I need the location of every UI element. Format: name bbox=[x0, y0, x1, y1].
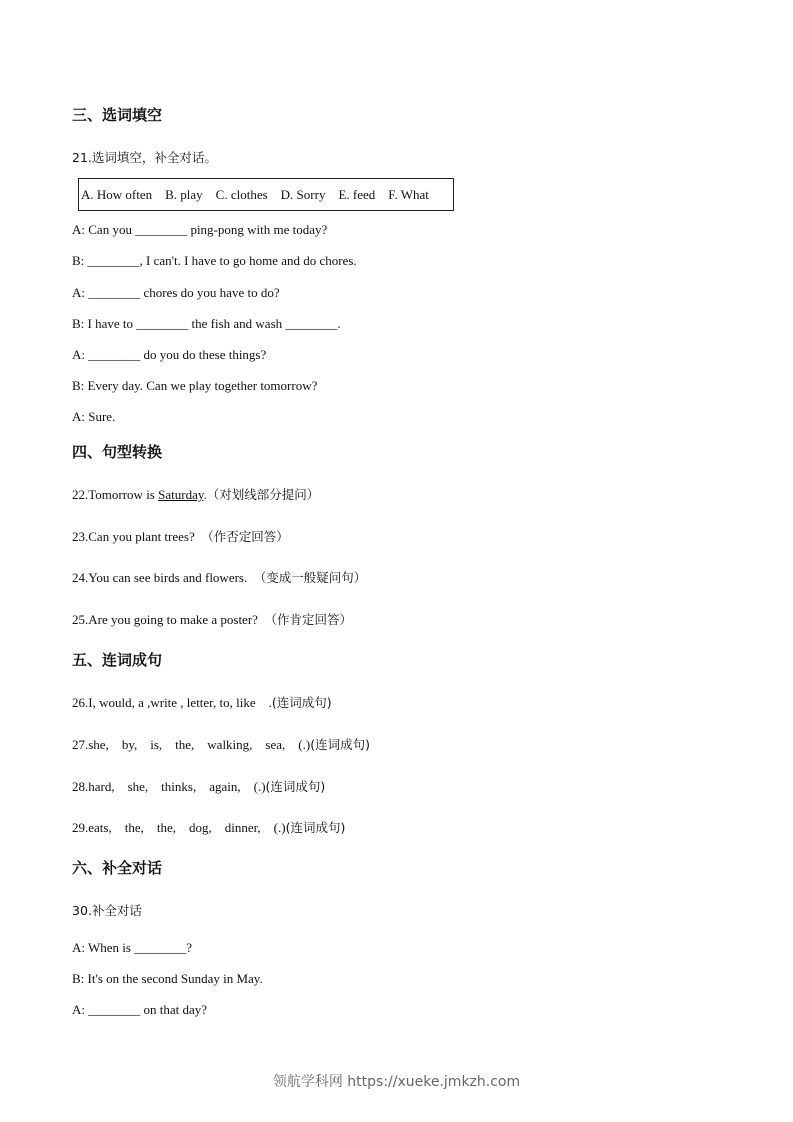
footer-watermark: 领航学科网 https://xueke.jmkzh.com bbox=[272, 1074, 521, 1090]
dialogue-line: A: ________ chores do you have to do? bbox=[72, 285, 280, 300]
dialogue-line: A: When is ________? bbox=[72, 940, 192, 955]
question-29-text: 29.eats, the, the, dog, dinner, (.) bbox=[72, 820, 286, 835]
word-bank-box: A. How often B. play C. clothes D. Sorry E. feed F. What bbox=[78, 178, 454, 211]
question-26-note: (连词成句) bbox=[271, 695, 332, 710]
question-23-text: 23.Can you plant trees? bbox=[72, 529, 202, 544]
question-22 bbox=[72, 487, 319, 503]
question-22-text: 22.Tomorrow is bbox=[72, 487, 159, 502]
question-22-underlined: Saturday bbox=[158, 487, 204, 502]
dialogue-line: A: ________ on that day? bbox=[72, 1002, 208, 1017]
section-heading-6: 六、补全对话 bbox=[72, 859, 163, 877]
question-28 bbox=[72, 779, 325, 795]
question-26-text: 26.I, would, a ,write , letter, to, like . bbox=[72, 695, 272, 710]
section-heading-5: 五、连词成句 bbox=[72, 651, 163, 669]
question-26 bbox=[72, 695, 332, 711]
question-28-text: 28.hard, she, thinks, again, (.) bbox=[72, 779, 266, 794]
question-22-period: . bbox=[203, 487, 207, 502]
question-29-note: (连词成句) bbox=[285, 820, 346, 835]
question-21-prompt: 21.选词填空，补全对话。 bbox=[72, 150, 217, 165]
dialogue-line: B: I have to ________ the fish and wash ________. bbox=[72, 316, 341, 331]
dialogue-line: B: Every day. Can we play together tomorrow? bbox=[72, 378, 318, 393]
dialogue-line: B: It's on the second Sunday in May. bbox=[72, 971, 263, 986]
question-25-text: 25.Are you going to make a poster? bbox=[72, 612, 265, 627]
question-25-note: （作肯定回答） bbox=[264, 612, 352, 627]
question-24-note: （变成一般疑问句） bbox=[253, 570, 367, 585]
section-heading-3: 三、选词填空 bbox=[72, 106, 163, 124]
question-27 bbox=[72, 737, 370, 753]
question-29 bbox=[72, 820, 345, 836]
question-23 bbox=[72, 529, 289, 545]
question-22-note: （对划线部分提问） bbox=[206, 487, 320, 502]
question-28-note: (连词成句) bbox=[265, 779, 326, 794]
question-27-text: 27.she, by, is, the, walking, sea, (.) bbox=[72, 737, 311, 752]
question-24-text: 24.You can see birds and flowers. bbox=[72, 570, 254, 585]
question-27-note: (连词成句) bbox=[310, 737, 370, 752]
dialogue-line: A: ________ do you do these things? bbox=[72, 347, 267, 362]
question-25 bbox=[72, 612, 352, 628]
question-30-prompt: 30.补全对话 bbox=[72, 903, 142, 918]
section-heading-4: 四、句型转换 bbox=[72, 443, 163, 461]
dialogue-line: B: ________, I can't. I have to go home and do chores. bbox=[72, 253, 357, 268]
dialogue-line: A: Can you ________ ping-pong with me today? bbox=[72, 222, 328, 237]
question-24 bbox=[72, 570, 366, 586]
question-23-note: （作否定回答） bbox=[201, 529, 289, 544]
dialogue-line: A: Sure. bbox=[72, 409, 116, 424]
